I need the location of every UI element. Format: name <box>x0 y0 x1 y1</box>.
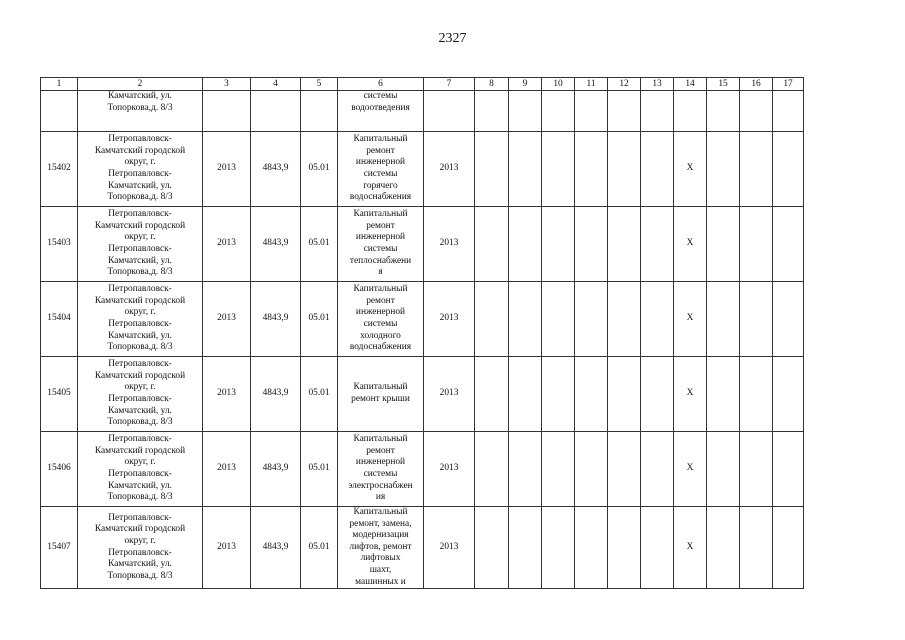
cell-empty <box>41 91 78 132</box>
cell-empty <box>203 91 251 132</box>
cell-mark: X <box>674 432 707 507</box>
table-row <box>41 507 804 589</box>
cell-empty <box>740 91 773 132</box>
column-header: 16 <box>740 78 773 91</box>
cell-empty <box>542 357 575 432</box>
cell-empty <box>608 282 641 357</box>
cell-empty <box>707 357 740 432</box>
cell-mark: X <box>674 357 707 432</box>
cell-empty <box>575 207 608 282</box>
cell-mark: X <box>674 282 707 357</box>
column-header: 3 <box>203 78 251 91</box>
cell-area: 4843,9 <box>251 357 301 432</box>
cell-empty <box>575 357 608 432</box>
cell-empty <box>509 507 542 589</box>
column-header: 6 <box>338 78 424 91</box>
cell-year2: 2013 <box>424 132 475 207</box>
cell-mark: X <box>674 207 707 282</box>
cell-work: Капитальный ремонт, замена, модернизация лифтов, ремонт лифтовых шахт, машинных и <box>338 507 424 589</box>
cell-empty <box>509 207 542 282</box>
cell-empty <box>575 91 608 132</box>
column-header: 2 <box>78 78 203 91</box>
cell-empty <box>674 91 707 132</box>
cell-empty <box>575 132 608 207</box>
cell-empty <box>542 507 575 589</box>
column-header: 11 <box>575 78 608 91</box>
cell-address: Петропавловск- Камчатский городской округ, г. Петропавловск- Камчатский, ул. Топоркова,д. 8/3 <box>78 132 203 207</box>
cell-empty <box>740 207 773 282</box>
cell-empty <box>740 432 773 507</box>
cell-area: 4843,9 <box>251 432 301 507</box>
cell-empty <box>251 91 301 132</box>
cell-empty <box>740 357 773 432</box>
cell-empty <box>575 432 608 507</box>
page-number: 2327 <box>438 31 467 46</box>
column-header: 12 <box>608 78 641 91</box>
cell-work: Капитальный ремонт крыши <box>338 357 424 432</box>
cell-empty <box>641 282 674 357</box>
cell-year2: 2013 <box>424 507 475 589</box>
table-row <box>41 132 804 207</box>
table-row <box>41 282 804 357</box>
cell-work: Капитальный ремонт инженерной системы теплоснабжени я <box>338 207 424 282</box>
cell-empty <box>608 357 641 432</box>
cell-empty <box>542 132 575 207</box>
cell-empty <box>608 207 641 282</box>
cell-year2: 2013 <box>424 282 475 357</box>
cell-work: системы водоотведения <box>338 91 424 132</box>
cell-area: 4843,9 <box>251 207 301 282</box>
cell-empty <box>773 207 804 282</box>
cell-area: 4843,9 <box>251 507 301 589</box>
cell-empty <box>475 91 509 132</box>
column-header: 13 <box>641 78 674 91</box>
continuation-row <box>41 91 804 132</box>
column-header: 17 <box>773 78 804 91</box>
cell-empty <box>542 91 575 132</box>
cell-year: 2013 <box>203 357 251 432</box>
cell-empty <box>509 91 542 132</box>
cell-empty <box>773 507 804 589</box>
cell-empty <box>475 432 509 507</box>
cell-empty <box>773 91 804 132</box>
cell-year2: 2013 <box>424 207 475 282</box>
cell-empty <box>707 207 740 282</box>
cell-empty <box>608 132 641 207</box>
cell-empty <box>475 507 509 589</box>
cell-empty <box>641 357 674 432</box>
cell-year2: 2013 <box>424 432 475 507</box>
cell-empty <box>475 357 509 432</box>
cell-empty <box>641 207 674 282</box>
cell-empty <box>475 207 509 282</box>
cell-address: Петропавловск- Камчатский городской округ, г. Петропавловск- Камчатский, ул. Топоркова,д. 8/3 <box>78 432 203 507</box>
table-row <box>41 207 804 282</box>
cell-work: Капитальный ремонт инженерной системы горячего водоснабжения <box>338 132 424 207</box>
cell-empty <box>707 432 740 507</box>
table-row <box>41 432 804 507</box>
column-header: 5 <box>301 78 338 91</box>
cell-year: 2013 <box>203 132 251 207</box>
cell-work: Капитальный ремонт инженерной системы холодного водоснабжения <box>338 282 424 357</box>
column-header: 10 <box>542 78 575 91</box>
cell-empty <box>509 282 542 357</box>
cell-empty <box>740 282 773 357</box>
cell-mark: X <box>674 507 707 589</box>
cell-empty <box>509 132 542 207</box>
column-header: 4 <box>251 78 301 91</box>
column-header: 9 <box>509 78 542 91</box>
cell-empty <box>542 207 575 282</box>
column-header: 7 <box>424 78 475 91</box>
column-header: 14 <box>674 78 707 91</box>
cell-address: Петропавловск- Камчатский городской округ, г. Петропавловск- Камчатский, ул. Топоркова,д. 8/3 <box>78 207 203 282</box>
cell-id: 15402 <box>41 132 78 207</box>
cell-empty <box>641 507 674 589</box>
cell-empty <box>707 282 740 357</box>
cell-empty <box>608 432 641 507</box>
cell-empty <box>773 282 804 357</box>
cell-empty <box>575 507 608 589</box>
cell-code: 05.01 <box>301 132 338 207</box>
cell-empty <box>773 357 804 432</box>
cell-area: 4843,9 <box>251 132 301 207</box>
cell-empty <box>509 432 542 507</box>
cell-empty <box>542 432 575 507</box>
cell-empty <box>740 507 773 589</box>
cell-id: 15407 <box>41 507 78 589</box>
cell-empty <box>475 132 509 207</box>
cell-area: 4843,9 <box>251 282 301 357</box>
cell-empty <box>608 91 641 132</box>
cell-code: 05.01 <box>301 357 338 432</box>
cell-year: 2013 <box>203 432 251 507</box>
cell-year: 2013 <box>203 282 251 357</box>
cell-address: Петропавловск- Камчатский городской округ, г. Петропавловск- Камчатский, ул. Топоркова,д. 8/3 <box>78 282 203 357</box>
cell-empty <box>641 132 674 207</box>
cell-mark: X <box>674 132 707 207</box>
cell-empty <box>301 91 338 132</box>
table-row <box>41 357 804 432</box>
cell-year2: 2013 <box>424 357 475 432</box>
cell-empty <box>424 91 475 132</box>
cell-empty <box>575 282 608 357</box>
cell-id: 15406 <box>41 432 78 507</box>
works-table <box>40 77 804 589</box>
cell-year: 2013 <box>203 207 251 282</box>
column-number-row <box>41 78 804 91</box>
cell-code: 05.01 <box>301 282 338 357</box>
cell-work: Капитальный ремонт инженерной системы электроснабжен ия <box>338 432 424 507</box>
cell-empty <box>641 91 674 132</box>
cell-empty <box>707 91 740 132</box>
cell-empty <box>773 432 804 507</box>
column-header: 1 <box>41 78 78 91</box>
column-header: 15 <box>707 78 740 91</box>
cell-empty <box>542 282 575 357</box>
cell-empty <box>641 432 674 507</box>
cell-empty <box>773 132 804 207</box>
cell-empty <box>608 507 641 589</box>
cell-id: 15404 <box>41 282 78 357</box>
column-header: 8 <box>475 78 509 91</box>
cell-year: 2013 <box>203 507 251 589</box>
cell-address: Петропавловск- Камчатский городской округ, г. Петропавловск- Камчатский, ул. Топоркова,д. 8/3 <box>78 507 203 589</box>
cell-code: 05.01 <box>301 507 338 589</box>
cell-empty <box>707 132 740 207</box>
cell-address: Камчатский, ул. Топоркова,д. 8/3 <box>78 91 203 132</box>
cell-empty <box>475 282 509 357</box>
cell-empty <box>707 507 740 589</box>
cell-empty <box>740 132 773 207</box>
cell-code: 05.01 <box>301 432 338 507</box>
cell-id: 15403 <box>41 207 78 282</box>
cell-code: 05.01 <box>301 207 338 282</box>
cell-empty <box>509 357 542 432</box>
cell-address: Петропавловск- Камчатский городской округ, г. Петропавловск- Камчатский, ул. Топоркова,д. 8/3 <box>78 357 203 432</box>
cell-id: 15405 <box>41 357 78 432</box>
